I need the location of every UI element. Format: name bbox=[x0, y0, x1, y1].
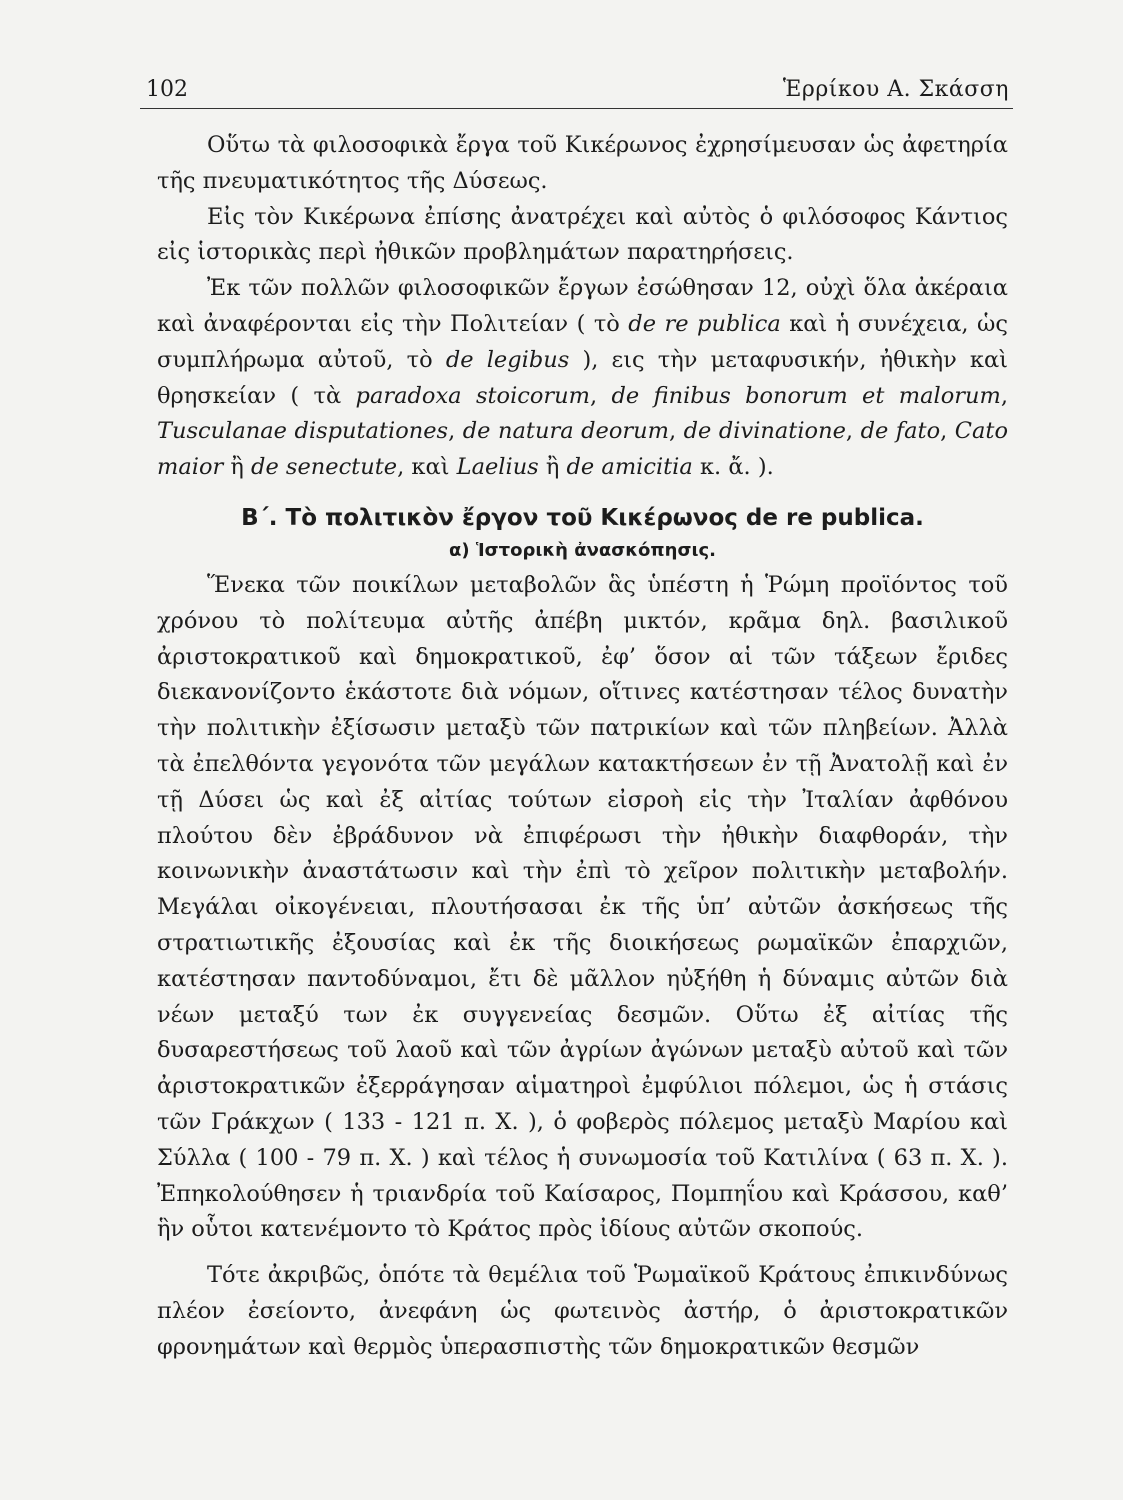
paragraph-5: Τότε ἀκριβῶς, ὁπότε τὰ θεμέλια τοῦ Ῥωμαϊκοῦ Κράτους ἐπικινδύνως πλέον ἐσείοντο, ἀνεφάνη ὡς φωτεινὸς ἀστήρ, ὁ ἀριστοκρατικῶν φρονημάτων καὶ θερμὸς ὑπερασπιστὴς τῶν δημοκρατικῶν θεσμῶν bbox=[157, 1262, 1008, 1360]
latin-title: de amicitia bbox=[566, 454, 693, 481]
text-run: ), εις τὴν μεταφυσικήν, ἠθικὴν καὶ θρησκείαν ( τὰ bbox=[157, 346, 1008, 409]
subsection-heading: α) Ἱστορικὴ ἀνασκόπησις. bbox=[448, 539, 717, 561]
paragraph-1: Οὕτω τὰ φιλοσοφικὰ ἔργα τοῦ Κικέρωνος ἐχρησίμευσαν ὡς ἀφετηρία τῆς πνευματικότητος τῆς Δύσεως. bbox=[157, 132, 1008, 194]
text-run: , καὶ bbox=[397, 454, 457, 481]
running-head: Ἑρρίκου Α. Σκάσση bbox=[782, 77, 1009, 102]
section-heading: Β΄. Τὸ πολιτικὸν ἔργον τοῦ Κικέρωνος de re publica. bbox=[241, 504, 924, 531]
paragraph-3 bbox=[157, 271, 1008, 486]
text-run: , bbox=[448, 418, 463, 445]
text-run: ἢ bbox=[538, 454, 567, 481]
latin-title: Laelius bbox=[456, 454, 539, 481]
latin-title: de fato bbox=[860, 418, 941, 445]
text-run: , bbox=[845, 418, 861, 445]
latin-title: de divinatione bbox=[683, 418, 846, 445]
latin-title: paradoxa stoicorum bbox=[355, 382, 591, 409]
text-run: , bbox=[590, 382, 612, 409]
paragraph-4: Ἕνεκα τῶν ποικίλων μεταβολῶν ἃς ὑπέστη ἡ Ῥώμη προϊόντος τοῦ χρόνου τὸ πολίτευμα αὐτῆς ἀπέβη μικτόν, κρᾶμα δηλ. βασιλικοῦ ἀριστοκρατικοῦ καὶ δημοκρατικοῦ, ἐφ’ ὅσον αἱ τῶν τάξεων ἔριδες διεκανονίζοντο ἑκάστοτε διὰ νόμων, οἵτινες κατέστησαν τέλος δυνατὴν τὴν πολιτικὴν ἐξίσωσιν μεταξὺ τῶν πατρικίων καὶ τῶν πληβείων. Ἀλλὰ τὰ ἐπελθόντα γεγονότα τῶν μεγάλων κατακτήσεων ἐν τῇ Ἀνατολῇ καὶ ἐν τῇ Δύσει ὡς καὶ ἐξ αἰτίας τούτων εἰσροὴ εἰς τὴν Ἰταλίαν ἀφθόνου πλούτου δὲν ἐβράδυνον νὰ ἐπιφέρωσι τὴν ἠθικὴν διαφθοράν, τὴν κοινωνικὴν ἀναστάτωσιν καὶ τὴν ἐπὶ τὸ χεῖρον πολιτικὴν μεταβολήν. Μεγάλαι οἰκογένειαι, πλουτήσασαι ἐκ τῆς ὑπ’ αὐτῶν ἀσκήσεως τῆς στρατιωτικῆς ἐξουσίας καὶ ἐκ τῆς διοικήσεως ρωμαϊκῶν ἐπαρχιῶν, κατέστησαν παντοδύναμοι, ἔτι δὲ μᾶλλον ηὐξήθη ἡ δύναμις αὐτῶν διὰ νέων μεταξύ των ἐκ συγγενείας δεσμῶν. Οὕτω ἐξ αἰτίας τῆς δυσαρεστήσεως τοῦ λαοῦ καὶ τῶν ἀγρίων ἀγώνων μεταξὺ αὐτοῦ καὶ τῶν ἀριστοκρατικῶν ἐξερράγησαν αἱματηροὶ ἐμφύλιοι πόλεμοι, ὡς ἡ στάσις τῶν Γράκχων ( 133 - 121 π. Χ. ), ὁ φοβερὸς πόλεμος μεταξὺ Μαρίου καὶ Σύλλα ( 100 - 79 π. Χ. ) καὶ τέλος ἡ συνωμοσία τοῦ Κατιλίνα ( 63 π. Χ. ). Ἐπηκολούθησεν ἡ τριανδρία τοῦ Καίσαρος, Πομπηΐου καὶ Κράσσου, καθ’ ἣν οὗτοι κατενέμοντο τὸ Κράτος πρὸς ἰδίους αὐτῶν σκοπούς. bbox=[157, 571, 1008, 1243]
latin-title: Tusculanae disputationes bbox=[157, 418, 449, 445]
text-run: κ. ἄ. ). bbox=[692, 454, 774, 481]
paragraph-gap bbox=[157, 1248, 1008, 1258]
text-run: ἢ bbox=[223, 454, 252, 481]
page-header bbox=[140, 72, 1013, 109]
latin-title: de natura deorum bbox=[462, 418, 669, 445]
latin-title: de re publica bbox=[628, 310, 781, 337]
paragraph-2: Εἰς τὸν Κικέρωνα ἐπίσης ἀνατρέχει καὶ αὐτὸς ὁ φιλόσοφος Κάντιος εἰς ἱστορικὰς περὶ ἠθικῶν προβλημάτων παρατηρήσεις. bbox=[157, 203, 1008, 266]
text-run: Ἐκ τῶν πολλῶν φιλοσοφικῶν ἔργων ἐσώθησαν 12, οὐχὶ ὅλα ἀκέραια καὶ ἀναφέρονται εἰς τὴν Πολιτείαν ( τὸ bbox=[157, 275, 1008, 337]
page-number: 102 bbox=[146, 77, 188, 102]
text-run: καὶ ἡ συνέχεια, ὡς συμπλήρωμα αὐτοῦ, τὸ bbox=[157, 310, 1008, 373]
text-run: , bbox=[1000, 382, 1008, 409]
body-text bbox=[157, 128, 1008, 1366]
text-run: , bbox=[668, 418, 684, 445]
latin-title: de finibus bonorum et malorum bbox=[611, 382, 1001, 409]
latin-title: de legibus bbox=[445, 346, 570, 373]
text-run: , bbox=[940, 418, 955, 445]
latin-title: de senectute bbox=[251, 454, 398, 481]
latin-title: Cato maior bbox=[157, 418, 1009, 481]
